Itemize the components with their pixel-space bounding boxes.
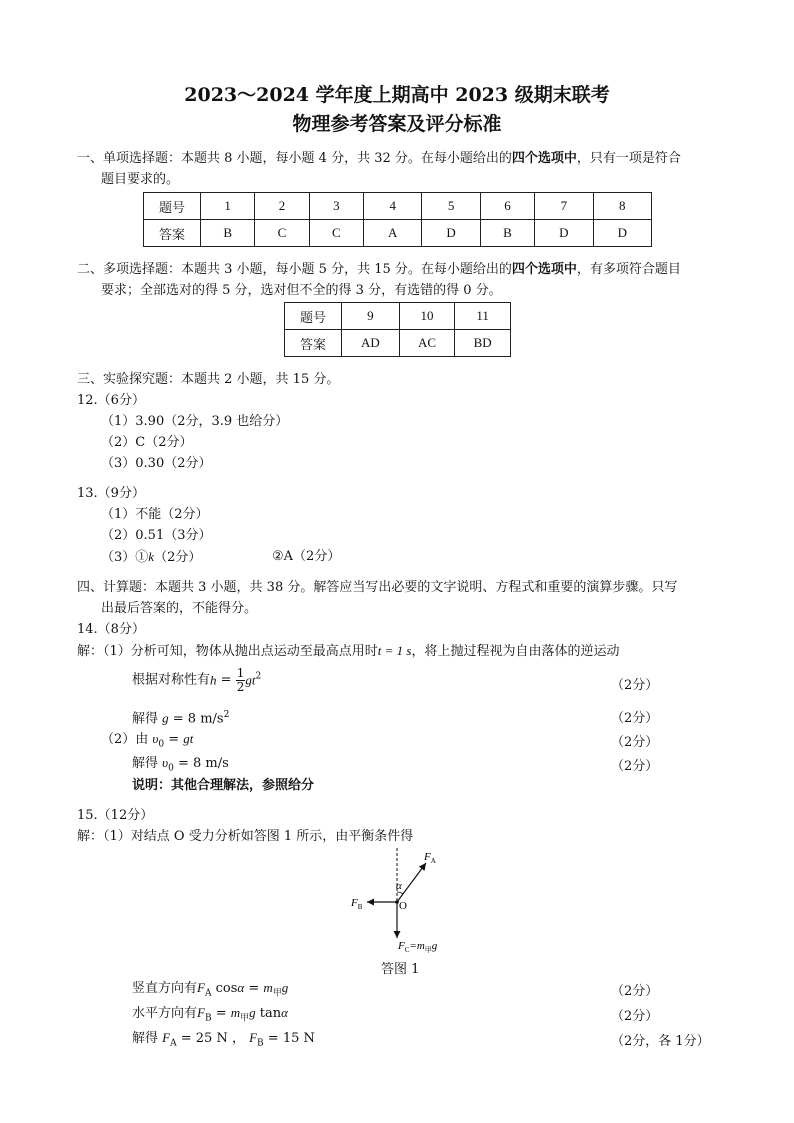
q14-score-1: （2分） bbox=[611, 678, 659, 693]
section1-line1-bold: 四个选项中 bbox=[511, 151, 577, 166]
label-alpha: α bbox=[396, 880, 402, 892]
section2-answer-table bbox=[284, 302, 511, 357]
q13-answer-3a-tail: （2分） bbox=[154, 550, 202, 565]
row-head-question: 题号 bbox=[144, 193, 201, 220]
section4-line2: 出最后答案的，不能得分。 bbox=[101, 601, 258, 616]
row-head-answer: 答案 bbox=[285, 330, 342, 357]
q14-part-2: （2）由 $\upsilon_0$ = gt bbox=[101, 731, 194, 750]
answer-cell: C bbox=[309, 220, 363, 247]
question-number: 2 bbox=[255, 193, 309, 220]
page-title: 2023～2024 学年度上期高中 2023 级期末联考 bbox=[184, 84, 610, 106]
q13-answer-3a-var: k bbox=[148, 549, 155, 564]
answer-cell: B bbox=[201, 220, 255, 247]
q14-score-4: （2分） bbox=[611, 759, 659, 774]
section1-heading bbox=[77, 151, 681, 167]
answer-cell: D bbox=[593, 220, 651, 247]
q14-solution-1c: ，将上抛过程视为自由落体的逆运动 bbox=[411, 644, 620, 659]
q15-eq3-prefix: 解得 bbox=[132, 1031, 159, 1046]
q12-answer-3: （3）0.30（2分） bbox=[101, 456, 212, 471]
q12-heading: 12.（6分） bbox=[77, 393, 145, 408]
angle-arc bbox=[397, 892, 403, 894]
section3-heading: 三、实验探究题：本题共 2 小题，共 15 分。 bbox=[77, 372, 340, 387]
question-number: 7 bbox=[535, 193, 593, 220]
q15-eq1-prefix: 竖直方向有 bbox=[132, 981, 198, 996]
answer-cell: B bbox=[480, 220, 534, 247]
label-FC: $F_C=m_甲g$ bbox=[398, 940, 438, 954]
q14-note: 说明：其他合理解法，参照给分 bbox=[132, 778, 315, 793]
section1-line2: 题目要求的。 bbox=[101, 172, 180, 187]
table-row bbox=[285, 303, 511, 330]
q15-equation-2: 水平方向有$F_B = m_甲g$ tanα bbox=[132, 1005, 288, 1024]
question-number: 1 bbox=[201, 193, 255, 220]
q13-answer-2: （2）0.51（3分） bbox=[101, 528, 212, 543]
q13-answer-3a-prefix: （3）① bbox=[101, 550, 149, 565]
q13-answer-1: （1）不能（2分） bbox=[101, 507, 209, 522]
force-diagram bbox=[340, 842, 470, 958]
q15-eq2-prefix: 水平方向有 bbox=[132, 1006, 198, 1021]
section2-line2: 要求；全部选对的得 5 分，选对但不全的得 3 分，有选错的得 0 分。 bbox=[101, 283, 502, 298]
table-row bbox=[285, 330, 511, 357]
page-subtitle: 物理参考答案及评分标准 bbox=[292, 113, 502, 135]
section4-line1: 四、计算题：本题共 3 小题，共 38 分。解答应当写出必要的文字说明、方程式和重要的演算步骤。只写 bbox=[77, 580, 678, 595]
row-head-answer: 答案 bbox=[144, 220, 201, 247]
answer-cell: AD bbox=[342, 330, 400, 357]
answer-cell: D bbox=[535, 220, 593, 247]
q13-heading: 13.（9分） bbox=[77, 486, 145, 501]
section2-line1: 二、多项选择题：本题共 3 小题，每小题 5 分，共 15 分。在每小题给出的 bbox=[77, 262, 512, 277]
table-row bbox=[144, 193, 652, 220]
section2-line1-bold: 四个选项中 bbox=[511, 262, 577, 277]
answer-cell: A bbox=[364, 220, 422, 247]
section1-answer-table bbox=[143, 192, 652, 247]
q14-score-2: （2分） bbox=[611, 711, 659, 726]
section2-line1-tail: ，有多项符合题目 bbox=[576, 262, 681, 277]
section1-line1: 一、单项选择题：本题共 8 小题，每小题 4 分，共 32 分。在每小题给出的 bbox=[77, 151, 512, 166]
q14-equation-2: 解得 g = 8 $m/s^2$ bbox=[132, 710, 230, 727]
q15-score-3: （2分，各 1分） bbox=[611, 1034, 710, 1049]
question-number: 10 bbox=[399, 303, 455, 330]
answer-cell: BD bbox=[455, 330, 511, 357]
question-number: 6 bbox=[480, 193, 534, 220]
answer-cell: D bbox=[422, 220, 480, 247]
section2-heading bbox=[77, 262, 681, 278]
row-head-question: 题号 bbox=[285, 303, 342, 330]
question-number: 5 bbox=[422, 193, 480, 220]
label-O: O bbox=[399, 900, 407, 912]
label-FB: $F_B$ bbox=[351, 897, 363, 911]
q13-answer-3a bbox=[101, 549, 201, 566]
q14-solution-1a: 解：（1）分析可知，物体从抛出点运动至最高点用时 bbox=[77, 644, 378, 659]
q15-score-2: （2分） bbox=[611, 1009, 659, 1024]
question-number: 9 bbox=[342, 303, 400, 330]
q14-equation-4: 解得 $\upsilon_0 = 8$ m/s bbox=[132, 755, 229, 774]
q14-solution-1b: t = 1 s bbox=[377, 643, 412, 658]
q14-equation-1: 根据对称性有h = $\frac{1}{2}$ $gt^2$ bbox=[132, 666, 262, 694]
question-number: 3 bbox=[309, 193, 363, 220]
q12-answer-2: （2）C（2分） bbox=[101, 435, 193, 450]
figure-caption: 答图 1 bbox=[381, 962, 420, 977]
q15-equation-3: 解得 $F_A = 25$ N ， $F_B = 15$ N bbox=[132, 1030, 315, 1049]
q14-solution-1 bbox=[77, 643, 620, 660]
q15-score-1: （2分） bbox=[611, 984, 659, 999]
q15-heading: 15.（12分） bbox=[77, 808, 154, 823]
section1-line1-tail: ，只有一项是符合 bbox=[576, 151, 681, 166]
question-number: 8 bbox=[593, 193, 651, 220]
label-FA: $F_A$ bbox=[424, 851, 436, 865]
question-number: 11 bbox=[455, 303, 511, 330]
answer-cell: C bbox=[255, 220, 309, 247]
q15-equation-1: 竖直方向有$F_A$ $\cos\alpha = m_甲g$ bbox=[132, 980, 289, 999]
q14-eq1-prefix: 根据对称性有 bbox=[132, 672, 211, 688]
q14-score-3: （2分） bbox=[611, 735, 659, 750]
fraction: $\frac{1}{2}$ bbox=[236, 666, 245, 694]
q12-answer-1: （1）3.90（2分，3.9 也给分） bbox=[101, 414, 289, 429]
q15-solution-1: 解：（1）对结点 O 受力分析如答图 1 所示，由平衡条件得 bbox=[77, 829, 414, 844]
answer-cell: AC bbox=[399, 330, 455, 357]
q13-answer-3b: ②A（2分） bbox=[272, 549, 341, 564]
question-number: 4 bbox=[364, 193, 422, 220]
q14-heading: 14.（8分） bbox=[77, 622, 145, 637]
table-row bbox=[144, 220, 652, 247]
